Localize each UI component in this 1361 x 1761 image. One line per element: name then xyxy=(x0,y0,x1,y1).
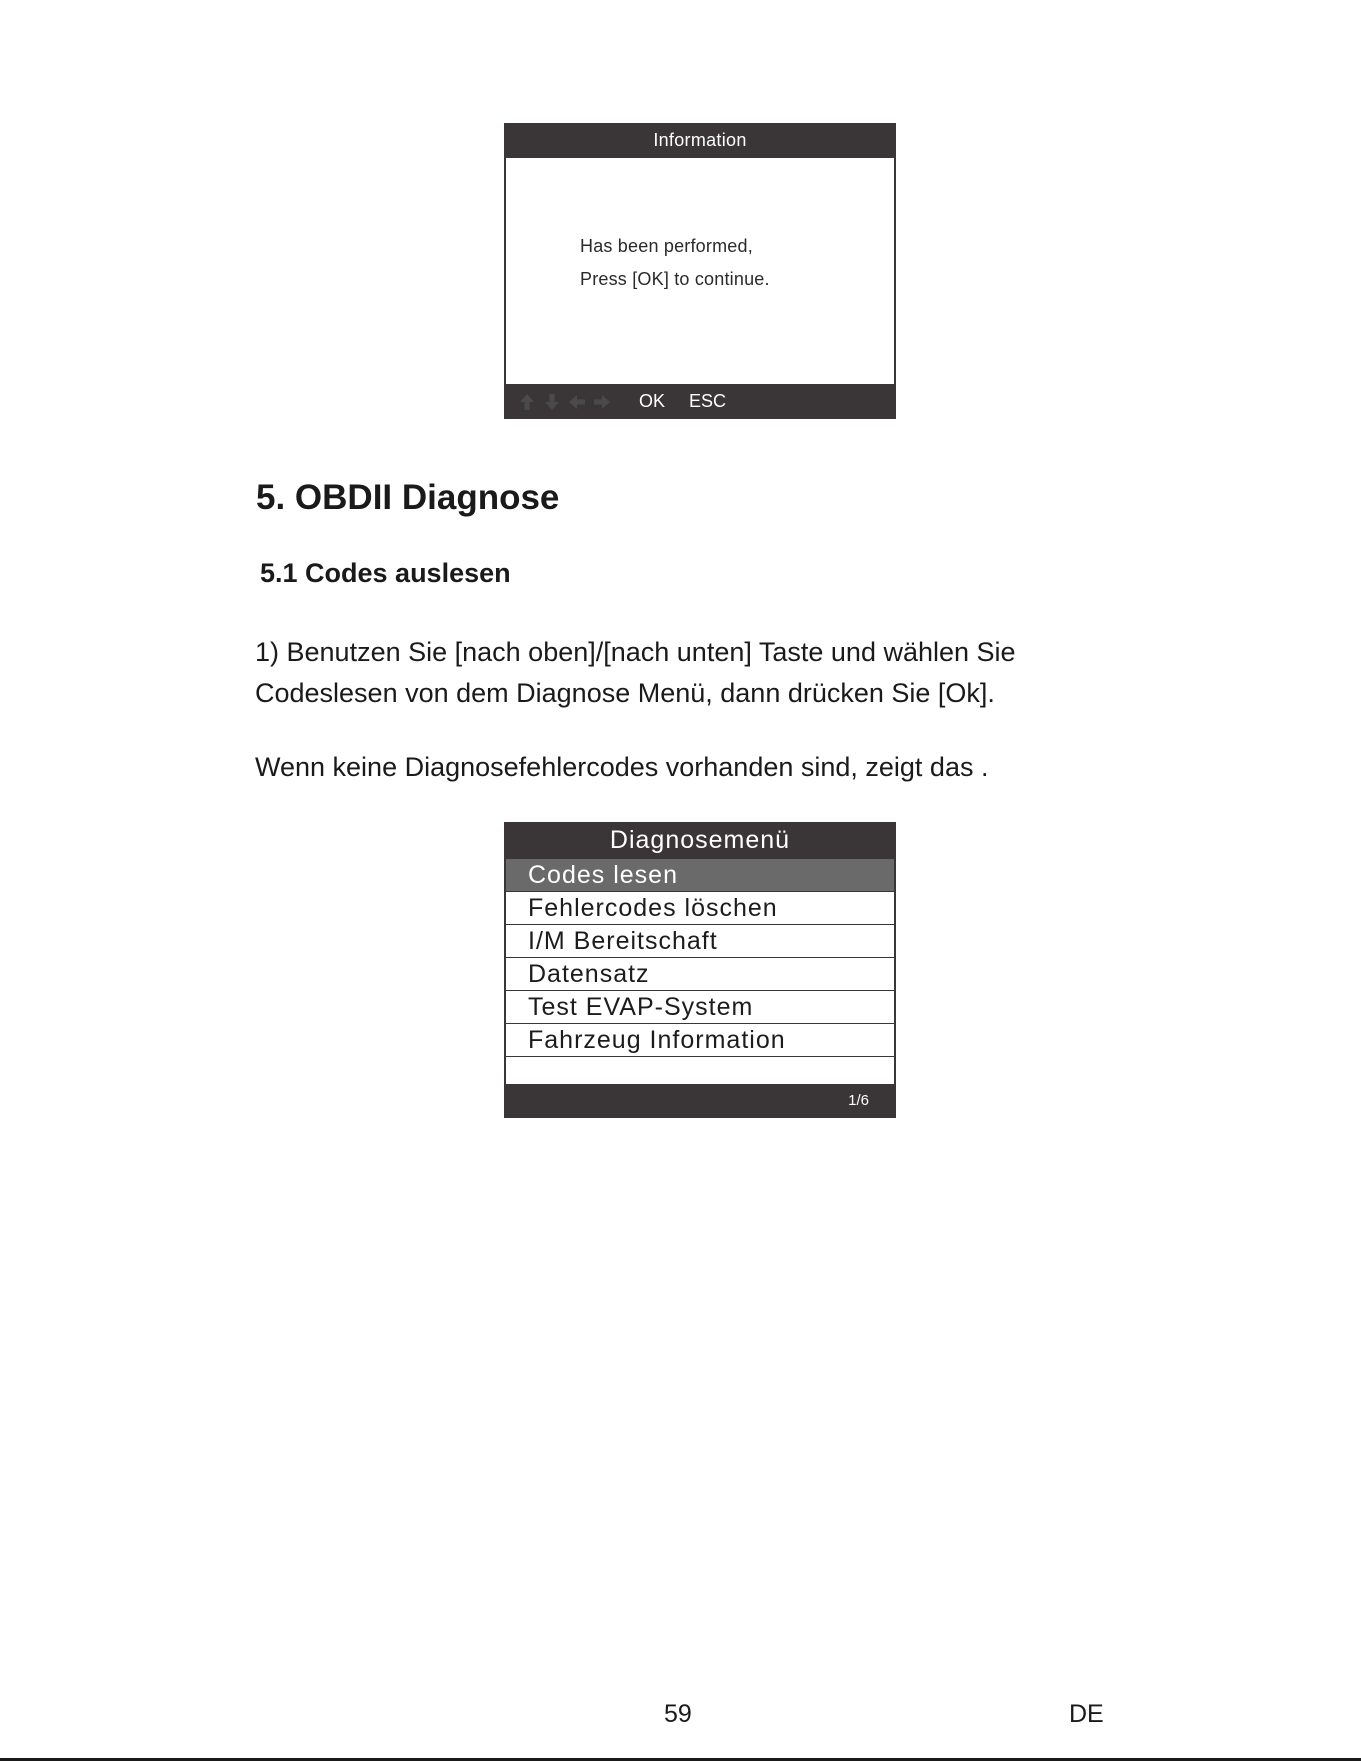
esc-key[interactable]: ESC xyxy=(689,391,727,411)
navigation-arrows xyxy=(518,393,618,411)
information-body xyxy=(504,158,896,384)
arrow-up-icon[interactable] xyxy=(518,393,536,411)
language-code: DE xyxy=(1069,1700,1104,1728)
subsection-title: 5.1 Codes auslesen xyxy=(260,558,511,588)
menu-title: Diagnosemenü xyxy=(504,822,896,859)
menu-item-test-evap-system[interactable]: Test EVAP-System xyxy=(506,991,894,1024)
message-line-1: Has been performed, xyxy=(580,236,753,256)
information-screen xyxy=(504,123,896,419)
section-title: 5. OBDII Diagnose xyxy=(256,478,560,517)
arrow-left-icon[interactable] xyxy=(568,393,586,411)
menu-item-datensatz[interactable]: Datensatz xyxy=(506,958,894,991)
step-1-line-2: Codeslesen von dem Diagnose Menü, dann drücken Sie [Ok]. xyxy=(255,678,995,708)
ok-key[interactable]: OK xyxy=(639,391,666,411)
page-number: 59 xyxy=(664,1700,692,1728)
arrow-down-icon[interactable] xyxy=(543,393,561,411)
menu-item-im-bereitschaft[interactable]: I/M Bereitschaft xyxy=(506,925,894,958)
information-footer xyxy=(504,384,896,419)
menu-list xyxy=(504,859,896,1089)
step-1-text xyxy=(255,632,1016,714)
message-line-2: Press [OK] to continue. xyxy=(580,269,770,289)
menu-footer xyxy=(504,1084,896,1118)
information-message xyxy=(580,230,770,296)
arrow-right-icon[interactable] xyxy=(593,393,611,411)
menu-item-fahrzeug-information[interactable]: Fahrzeug Information xyxy=(506,1024,894,1057)
menu-item-fehlercodes-loeschen[interactable]: Fehlercodes löschen xyxy=(506,892,894,925)
note-text: Wenn keine Diagnosefehlercodes vorhanden sind, zeigt das . xyxy=(255,752,989,782)
diagnose-menu-screen xyxy=(504,822,896,1118)
information-title: Information xyxy=(504,123,896,158)
menu-item-codes-lesen[interactable]: Codes lesen xyxy=(506,859,894,892)
page-indicator: 1/6 xyxy=(848,1092,869,1109)
step-1-line-1: 1) Benutzen Sie [nach oben]/[nach unten] Taste und wählen Sie xyxy=(255,637,1016,667)
